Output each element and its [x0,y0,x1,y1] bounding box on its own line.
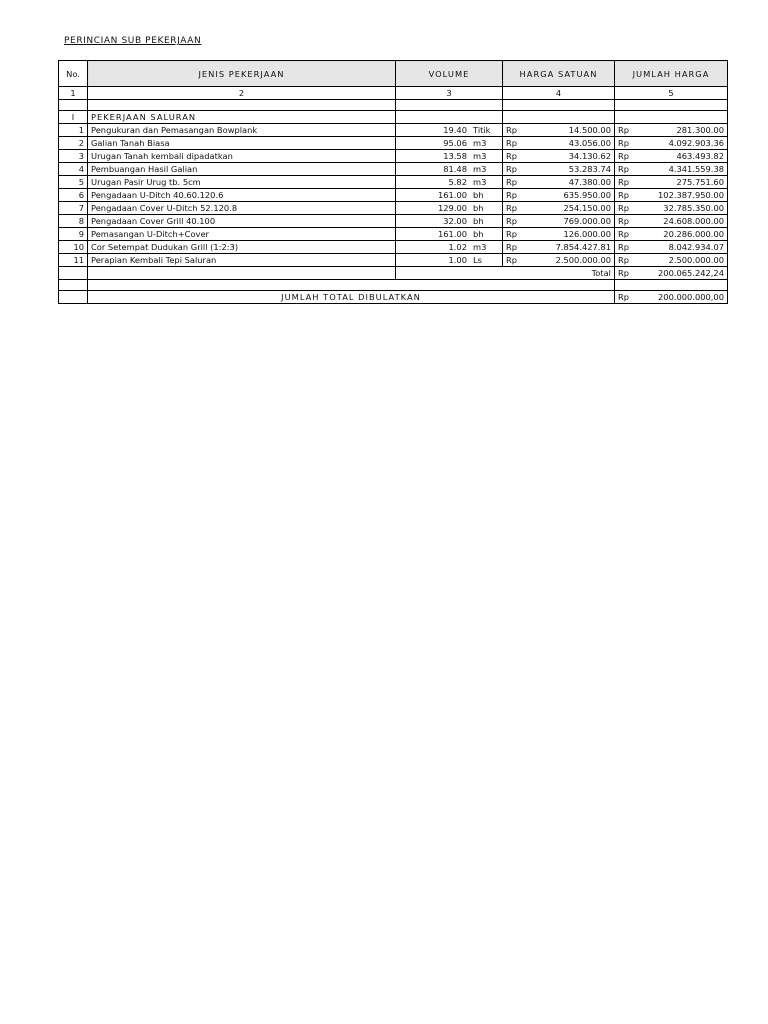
item-volume: 129.00 [437,203,467,213]
item-amount-cell [615,202,728,215]
item-number: 2 [59,137,88,150]
item-amount: 20.286.000.00 [663,229,724,239]
item-number: 11 [59,254,88,267]
section-row [59,111,728,124]
item-description: Pengukuran dan Pemasangan Bowplank [88,124,396,137]
item-volume-cell [396,189,503,202]
item-unit-price: 14.500.00 [568,125,611,135]
section-number: I [59,111,88,124]
item-amount-cell [615,228,728,241]
item-unit-price: 34.130.62 [568,151,611,161]
table-row [59,254,728,267]
item-amount: 281.300.00 [676,125,724,135]
item-unit-price-cell [503,202,615,215]
item-volume: 19.40 [443,125,467,135]
column-number: 5 [615,87,728,100]
column-number: 3 [396,87,503,100]
item-volume-cell [396,241,503,254]
item-description: Pembuangan Hasil Galian [88,163,396,176]
item-volume: 161.00 [437,229,467,239]
item-volume-cell [396,202,503,215]
item-unit-price-cell [503,228,615,241]
item-amount: 275.751.60 [676,177,724,187]
item-unit-price-cell [503,163,615,176]
table-row [59,137,728,150]
header-volume: VOLUME [396,61,503,87]
item-unit-price: 43.056.00 [568,138,611,148]
item-amount-currency: Rp [618,242,630,252]
item-amount-currency: Rp [618,203,630,213]
item-unit-price: 635.950.00 [563,190,611,200]
total-amount: 200.065.242,24 [658,268,724,278]
item-description: Urugan Tanah kembali dipadatkan [88,150,396,163]
item-volume-cell [396,215,503,228]
header-jenis-pekerjaan: JENIS PEKERJAAN [88,61,396,87]
item-amount-currency: Rp [618,177,630,187]
item-volume: 1.02 [448,242,467,252]
item-number: 6 [59,189,88,202]
item-volume-cell [396,228,503,241]
item-description: Pemasangan U-Ditch+Cover [88,228,396,241]
item-amount-cell [615,124,728,137]
section-label: PEKERJAAN SALURAN [88,111,396,124]
header-jumlah-harga: JUMLAH HARGA [615,61,728,87]
item-amount-currency: Rp [618,216,630,226]
item-description: Pengadaan U-Ditch 40.60.120.6 [88,189,396,202]
item-unit-price-cell [503,215,615,228]
item-amount-currency: Rp [618,255,630,265]
item-unit-price: 7.854.427.81 [555,242,611,252]
item-unit: bh [473,216,484,226]
item-amount-currency: Rp [618,151,630,161]
item-unit: m3 [473,164,487,174]
item-amount: 2.500.000.00 [668,255,724,265]
grand-total-row [59,291,728,304]
item-amount: 32.785.350.00 [663,203,724,213]
item-amount: 463.493.82 [676,151,724,161]
item-unit-price-cell [503,176,615,189]
item-number: 5 [59,176,88,189]
item-volume-cell [396,176,503,189]
table-row [59,163,728,176]
item-price-currency: Rp [506,125,518,135]
item-amount-currency: Rp [618,190,630,200]
item-unit: bh [473,190,484,200]
spacer-row [59,280,728,291]
item-volume: 5.82 [448,177,467,187]
document-title: PERINCIAN SUB PEKERJAAN [64,36,202,46]
table-row [59,215,728,228]
item-unit-price: 254.150.00 [563,203,611,213]
item-price-currency: Rp [506,164,518,174]
grand-total-amount: 200.000.000,00 [658,292,724,302]
item-price-currency: Rp [506,255,518,265]
item-number: 4 [59,163,88,176]
spacer-row [59,100,728,111]
item-number: 3 [59,150,88,163]
item-price-currency: Rp [506,229,518,239]
item-description: Pengadaan Cover Grill 40.100 [88,215,396,228]
total-row [59,267,728,280]
item-number: 7 [59,202,88,215]
item-number: 10 [59,241,88,254]
item-unit: Titik [473,125,491,135]
item-amount-currency: Rp [618,138,630,148]
item-amount: 102.387.950.00 [658,190,724,200]
item-amount-cell [615,215,728,228]
item-volume: 81.48 [443,164,467,174]
item-amount-cell [615,189,728,202]
item-number: 8 [59,215,88,228]
table-row [59,189,728,202]
total-currency: Rp [618,268,630,278]
item-volume-cell [396,254,503,267]
table-row [59,228,728,241]
item-volume: 32.00 [443,216,467,226]
item-unit: m3 [473,151,487,161]
item-amount-cell [615,137,728,150]
column-number: 1 [59,87,88,100]
item-price-currency: Rp [506,190,518,200]
table-row [59,176,728,189]
grand-total-label: JUMLAH TOTAL DIBULATKAN [88,291,615,304]
item-amount-cell [615,150,728,163]
grand-total-currency: Rp [618,292,630,302]
item-unit: Ls [473,255,482,265]
table-row [59,241,728,254]
item-amount: 4.092.903.36 [668,138,724,148]
item-unit-price-cell [503,137,615,150]
item-amount: 24.608.000.00 [663,216,724,226]
item-unit-price: 126.000.00 [563,229,611,239]
item-volume-cell [396,150,503,163]
item-description: Perapian Kembali Tepi Saluran [88,254,396,267]
item-amount-cell [615,163,728,176]
item-volume: 1.00 [448,255,467,265]
total-amount-cell [615,267,728,280]
item-volume: 95.06 [443,138,467,148]
item-number: 9 [59,228,88,241]
item-volume-cell [396,124,503,137]
item-description: Galian Tanah Biasa [88,137,396,150]
item-unit-price: 53.283.74 [568,164,611,174]
item-price-currency: Rp [506,203,518,213]
item-amount-currency: Rp [618,164,630,174]
item-volume-cell [396,137,503,150]
item-amount-cell [615,254,728,267]
item-amount-currency: Rp [618,229,630,239]
item-amount: 4.341.559.38 [668,164,724,174]
item-amount: 8.042.934.07 [668,242,724,252]
item-number: 1 [59,124,88,137]
column-number-row [59,87,728,100]
item-unit: bh [473,229,484,239]
item-price-currency: Rp [506,216,518,226]
cost-breakdown-table [58,60,728,304]
item-unit-price-cell [503,189,615,202]
item-description: Urugan Pasir Urug tb. 5cm [88,176,396,189]
item-unit: bh [473,203,484,213]
item-unit: m3 [473,177,487,187]
item-unit-price-cell [503,241,615,254]
table-row [59,150,728,163]
item-unit-price: 769.000.00 [563,216,611,226]
header-harga-satuan: HARGA SATUAN [503,61,615,87]
item-price-currency: Rp [506,138,518,148]
item-volume: 161.00 [437,190,467,200]
header-row [59,61,728,87]
table-row [59,124,728,137]
header-no: No. [59,61,88,87]
item-price-currency: Rp [506,242,518,252]
item-unit-price-cell [503,124,615,137]
item-unit: m3 [473,138,487,148]
item-amount-cell [615,241,728,254]
item-unit-price: 47.380.00 [568,177,611,187]
item-description: Cor Setempat Dudukan Grill (1:2:3) [88,241,396,254]
column-number: 4 [503,87,615,100]
item-price-currency: Rp [506,151,518,161]
item-amount-currency: Rp [618,125,630,135]
item-volume-cell [396,163,503,176]
item-amount-cell [615,176,728,189]
table-row [59,202,728,215]
item-unit-price-cell [503,150,615,163]
total-label: Total [396,267,615,280]
column-number: 2 [88,87,396,100]
item-description: Pengadaan Cover U-Ditch 52.120.8 [88,202,396,215]
grand-total-amount-cell [615,291,728,304]
item-unit-price-cell [503,254,615,267]
item-unit: m3 [473,242,487,252]
item-unit-price: 2.500.000.00 [555,255,611,265]
item-volume: 13.58 [443,151,467,161]
item-price-currency: Rp [506,177,518,187]
